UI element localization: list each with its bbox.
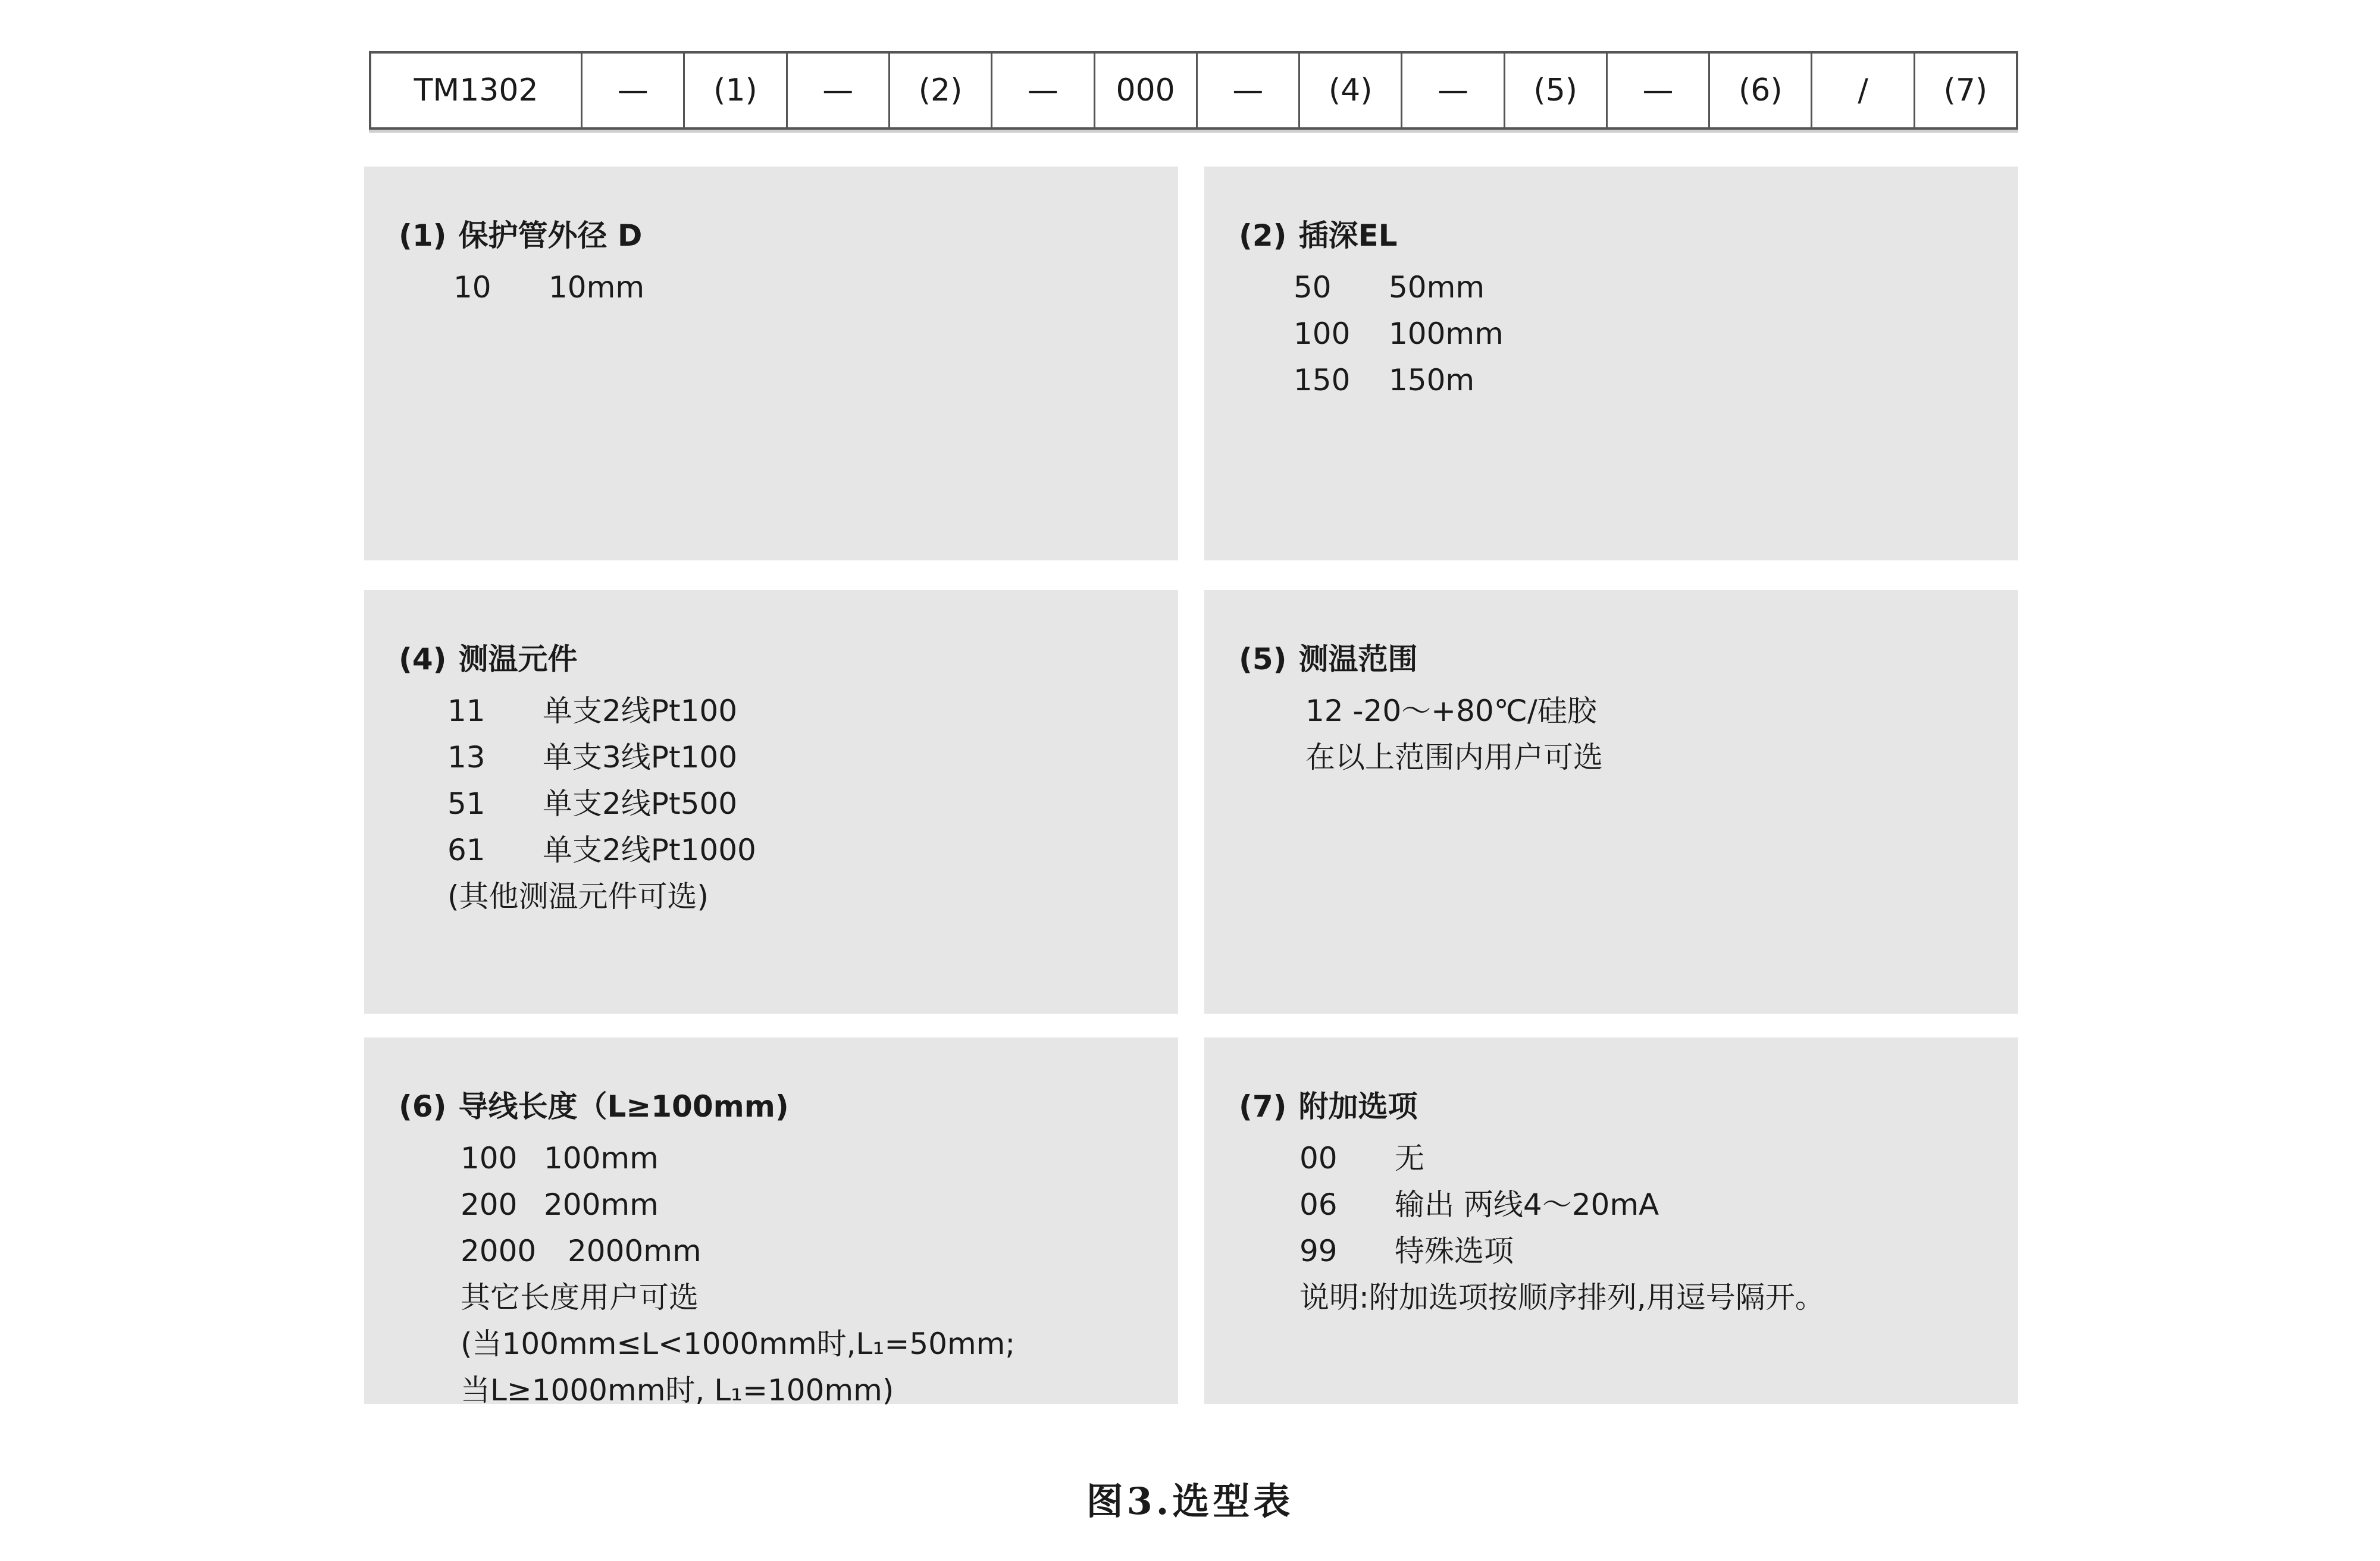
option-line bbox=[461, 1181, 1178, 1228]
code-cell-sep: — bbox=[581, 54, 683, 127]
code-cell-model: TM1302 bbox=[414, 73, 538, 108]
option-line bbox=[461, 1228, 1178, 1274]
option-box-title bbox=[399, 640, 1178, 678]
option-desc: 100mm bbox=[544, 1141, 659, 1176]
code-cell-sep: — bbox=[991, 54, 1093, 127]
option-box-outer-diameter bbox=[364, 167, 1178, 560]
code-cell-sep: — bbox=[1196, 54, 1298, 127]
figure-caption: 图3.选型表 bbox=[1086, 1479, 1294, 1523]
option-desc: 单支2线Pt1000 bbox=[543, 833, 756, 867]
code-cell-sep: — bbox=[1606, 54, 1708, 127]
option-code: 10 bbox=[453, 270, 491, 305]
code-cell-3: 000 bbox=[1094, 54, 1196, 127]
code-cell-5: (5) bbox=[1504, 54, 1606, 127]
option-code: 50 bbox=[1294, 270, 1332, 305]
option-box-title bbox=[399, 1087, 1178, 1126]
option-note: 当L≥1000mm时, L₁=100mm) bbox=[461, 1373, 894, 1408]
option-line bbox=[447, 734, 1178, 780]
option-list bbox=[1294, 264, 2018, 403]
option-code: 61 bbox=[447, 833, 486, 867]
option-title-text: 附加选项 bbox=[1298, 1089, 1418, 1124]
option-desc: 2000mm bbox=[568, 1234, 702, 1268]
option-note: (其他测温元件可选) bbox=[447, 879, 709, 914]
option-list bbox=[1299, 1135, 2018, 1321]
option-line bbox=[447, 780, 1178, 827]
option-line bbox=[1299, 1135, 2018, 1181]
option-number: (4) bbox=[399, 642, 447, 676]
option-line bbox=[461, 1135, 1178, 1181]
option-number: (5) bbox=[1239, 642, 1287, 676]
option-code: 00 bbox=[1299, 1141, 1338, 1176]
option-note: 其它长度用户可选 bbox=[461, 1280, 699, 1315]
option-desc: 10mm bbox=[549, 270, 645, 305]
option-desc: 单支2线Pt100 bbox=[543, 694, 738, 728]
option-code: 99 bbox=[1299, 1234, 1338, 1268]
option-box-sensor-element bbox=[364, 590, 1178, 1014]
option-code: 100 bbox=[461, 1141, 518, 1176]
option-box-measuring-range bbox=[1204, 590, 2018, 1014]
option-list bbox=[447, 688, 1178, 920]
option-code: 11 bbox=[447, 694, 486, 728]
option-line bbox=[1299, 1228, 2018, 1274]
option-desc: 150m bbox=[1389, 363, 1475, 397]
option-desc: 单支2线Pt500 bbox=[543, 786, 738, 821]
option-code: 13 bbox=[447, 740, 486, 775]
option-line bbox=[453, 264, 1178, 311]
option-note: 说明:附加选项按顺序排列,用逗号隔开。 bbox=[1299, 1280, 1825, 1315]
option-desc: 无 bbox=[1395, 1141, 1424, 1176]
option-note: (当100mm≤L<1000mm时,L₁=50mm; bbox=[461, 1327, 1016, 1361]
option-title-text: 保护管外径 D bbox=[458, 218, 643, 253]
option-note: 12 -20～+80℃/硅胶 bbox=[1305, 694, 1597, 728]
option-line bbox=[1299, 1181, 2018, 1228]
option-line bbox=[1294, 264, 2018, 311]
option-desc: 输出 两线4～20mA bbox=[1395, 1187, 1659, 1222]
option-desc: 100mm bbox=[1389, 316, 1504, 351]
code-cell-6: (6) bbox=[1708, 54, 1811, 127]
option-list bbox=[1305, 688, 2018, 780]
option-title-text: 测温元件 bbox=[458, 642, 578, 676]
option-box-insertion-depth bbox=[1204, 167, 2018, 560]
option-box-title bbox=[1239, 217, 2018, 255]
option-code: 150 bbox=[1294, 363, 1351, 397]
option-line bbox=[447, 688, 1178, 734]
option-code: 200 bbox=[461, 1187, 518, 1222]
option-box-title bbox=[1239, 1087, 2018, 1126]
option-code: 06 bbox=[1299, 1187, 1338, 1222]
option-note: 在以上范围内用户可选 bbox=[1305, 740, 1603, 775]
code-cell-sep: — bbox=[786, 54, 888, 127]
option-box-title bbox=[399, 217, 1178, 255]
option-title-text: 插深EL bbox=[1298, 218, 1398, 253]
option-title-text: 测温范围 bbox=[1298, 642, 1418, 676]
model-code-row bbox=[369, 51, 2018, 130]
code-cell-slash: / bbox=[1811, 54, 1913, 127]
option-box-lead-length bbox=[364, 1037, 1178, 1408]
option-number: (7) bbox=[1239, 1089, 1287, 1124]
code-cell-7: (7) bbox=[1914, 54, 2016, 127]
option-list bbox=[461, 1135, 1178, 1413]
option-title-text: 导线长度（L≥100mm) bbox=[458, 1089, 789, 1124]
option-line bbox=[1294, 357, 2018, 403]
code-cell-4: (4) bbox=[1298, 54, 1401, 127]
option-desc: 50mm bbox=[1389, 270, 1485, 305]
code-cell-sep: — bbox=[1401, 54, 1503, 127]
option-desc: 单支3线Pt100 bbox=[543, 740, 738, 775]
code-cell-2: (2) bbox=[888, 54, 991, 127]
option-list bbox=[453, 264, 1178, 311]
option-box-title bbox=[1239, 640, 2018, 678]
code-cell-1: (1) bbox=[683, 54, 785, 127]
option-number: (2) bbox=[1239, 218, 1287, 253]
option-number: (1) bbox=[399, 218, 447, 253]
option-code: 51 bbox=[447, 786, 486, 821]
option-code: 2000 bbox=[461, 1234, 537, 1268]
option-code: 100 bbox=[1294, 316, 1351, 351]
option-box-additional-options bbox=[1204, 1037, 2018, 1404]
option-number: (6) bbox=[399, 1089, 447, 1124]
option-line bbox=[1294, 311, 2018, 357]
option-desc: 特殊选项 bbox=[1395, 1234, 1514, 1268]
option-desc: 200mm bbox=[544, 1187, 659, 1222]
option-line bbox=[447, 827, 1178, 873]
